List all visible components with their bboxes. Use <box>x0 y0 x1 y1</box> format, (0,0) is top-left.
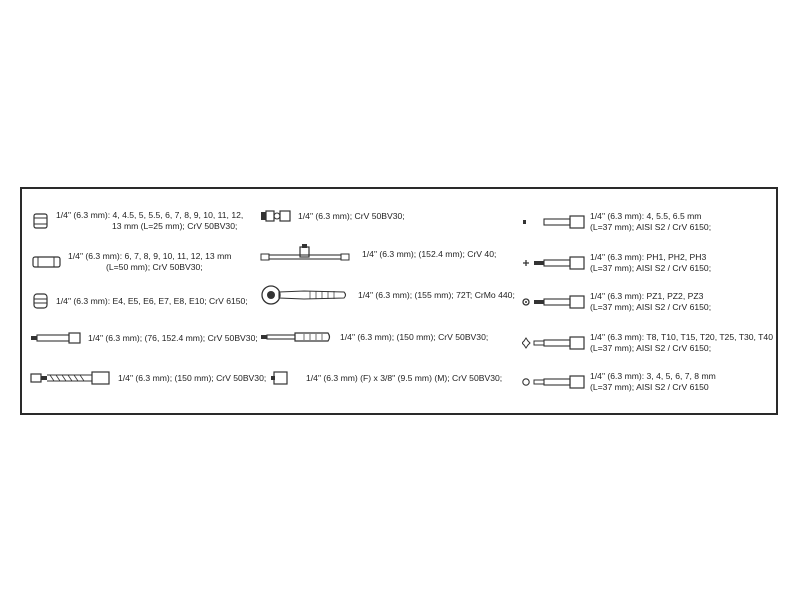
pozidriv-bit-socket-icon <box>522 294 586 310</box>
adapter-icon <box>270 371 288 385</box>
item-text <box>590 252 711 274</box>
item-line-2: (L=37 mm); AISI S2 / CrV 6150; <box>590 343 712 353</box>
contents-table <box>20 187 778 415</box>
item-text <box>590 371 716 393</box>
item-line-2: (L=37 mm); AISI S2 / CrV 6150; <box>590 222 712 232</box>
item-line-1: 1/4" (6.3 mm); (152.4 mm); CrV 40; <box>362 248 497 259</box>
item-line-2: 13 mm (L=25 mm); CrV 50BV30; <box>112 221 238 231</box>
item-extension-bar <box>30 332 258 344</box>
deep-socket-icon <box>32 255 62 269</box>
flexible-extension-icon <box>30 371 112 385</box>
item-line-1: 1/4" (6.3 mm): 4, 5.5, 6.5 mm <box>590 211 702 221</box>
extension-bar-icon <box>30 332 82 344</box>
item-hex-bit-socket <box>522 371 716 393</box>
item-text <box>306 373 502 384</box>
item-line-2: (L=37 mm); AISI S2 / CrV 6150; <box>590 263 712 273</box>
item-text <box>118 373 266 384</box>
item-text <box>590 291 711 313</box>
item-line-1: 1/4" (6.3 mm): 4, 4.5, 5, 5.5, 6, 7, 8, 9, 10, 11, 12, <box>56 210 244 220</box>
item-line-2: (L=37 mm); AISI S2 / CrV 6150; <box>590 302 712 312</box>
item-line-1: 1/4" (6.3 mm): PH1, PH2, PH3 <box>590 252 707 262</box>
item-line-1: 1/4" (6.3 mm): T8, T10, T15, T20, T25, T30, T40 <box>590 332 773 342</box>
item-flexible-extension <box>30 371 266 385</box>
hex-bit-socket-icon <box>522 374 586 390</box>
item-slotted-bit-socket <box>522 211 711 233</box>
item-t-handle <box>260 243 496 265</box>
item-text <box>340 332 488 343</box>
item-adapter <box>270 371 502 385</box>
item-line-2: (L=37 mm); AISI S2 / CrV 6150 <box>590 382 709 392</box>
item-line-1: 1/4" (6.3 mm): 3, 4, 5, 6, 7, 8 mm <box>590 371 716 381</box>
item-line-2: (L=50 mm); CrV 50BV30; <box>106 262 203 272</box>
item-short-socket <box>32 210 243 232</box>
item-deep-socket <box>32 251 231 273</box>
item-line-1: 1/4" (6.3 mm): E4, E5, E6, E7, E8, E10; CrV 6150; <box>56 295 248 306</box>
short-socket-icon <box>32 213 50 229</box>
item-line-1: 1/4" (6.3 mm): PZ1, PZ2, PZ3 <box>590 291 704 301</box>
item-text <box>358 290 515 301</box>
item-universal-joint <box>260 209 405 223</box>
item-text <box>88 333 258 344</box>
e-torx-socket-icon <box>32 293 50 309</box>
item-line-1: 1/4" (6.3 mm); (155 mm); 72T; CrMo 440; <box>358 289 515 300</box>
item-text <box>56 210 243 232</box>
universal-joint-icon <box>260 209 292 223</box>
item-text <box>68 251 231 273</box>
item-text <box>362 249 496 260</box>
t-handle-icon <box>260 243 350 265</box>
item-line-1: 1/4" (6.3 mm): 6, 7, 8, 9, 10, 11, 12, 13 mm <box>68 251 232 261</box>
ratchet-handle-icon <box>260 285 348 305</box>
item-phillips-bit-socket <box>522 252 711 274</box>
item-pozidriv-bit-socket <box>522 291 711 313</box>
item-spinner-handle <box>260 331 488 343</box>
item-ratchet-handle <box>260 285 515 305</box>
item-torx-bit-socket <box>522 332 773 354</box>
item-e-torx-socket <box>32 293 248 309</box>
item-text <box>590 332 773 354</box>
item-line-1: 1/4" (6.3 mm); (150 mm); CrV 50BV30; <box>340 331 489 342</box>
item-text <box>56 296 248 307</box>
spinner-handle-icon <box>260 331 332 343</box>
item-line-1: 1/4" (6.3 mm); (150 mm); CrV 50BV30; <box>118 372 267 383</box>
item-text <box>298 211 405 222</box>
phillips-bit-socket-icon <box>522 255 586 271</box>
item-line-1: 1/4" (6.3 mm); (76, 152.4 mm); CrV 50BV30; <box>88 332 258 343</box>
item-line-1: 1/4" (6.3 mm); CrV 50BV30; <box>298 210 405 221</box>
torx-bit-socket-icon <box>522 335 586 351</box>
slotted-bit-socket-icon <box>522 215 586 229</box>
item-text <box>590 211 711 233</box>
item-line-1: 1/4" (6.3 mm) (F) x 3/8" (9.5 mm) (M); CrV 50BV30; <box>306 372 503 383</box>
